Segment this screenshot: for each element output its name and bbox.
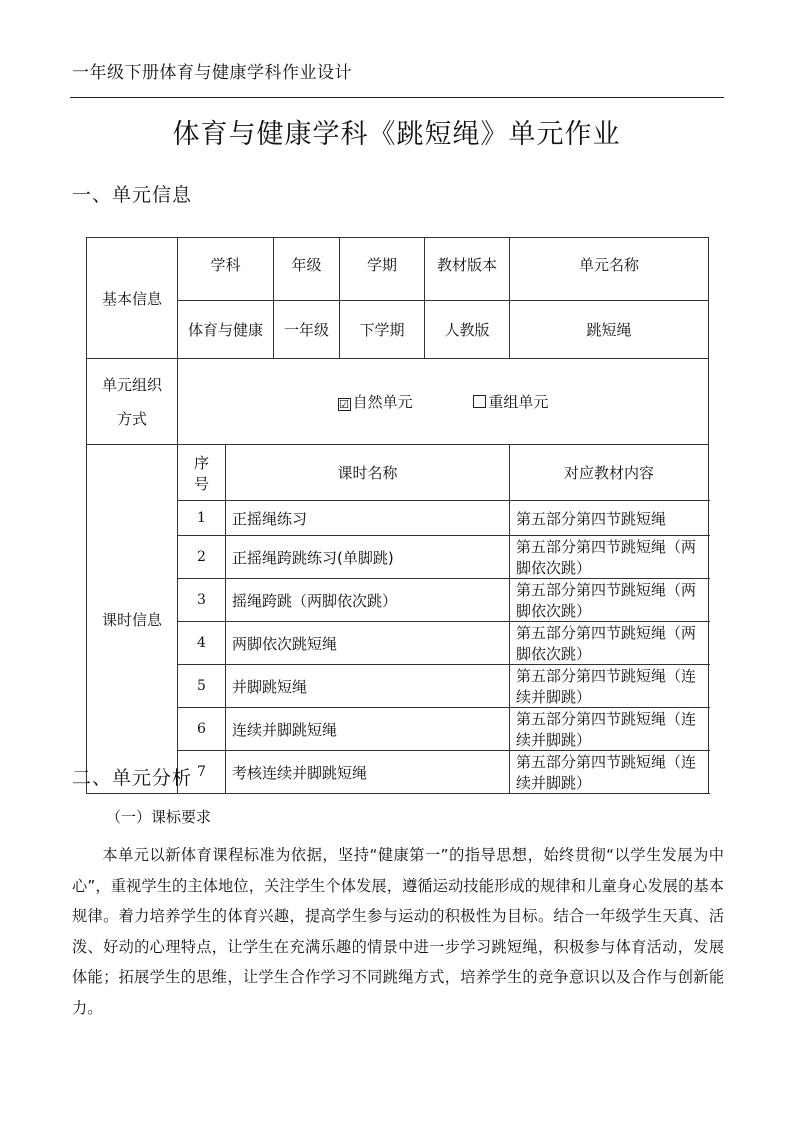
table-row <box>87 579 709 622</box>
row-textbook-content: 第五部分第四节跳短绳（连续并脚跳） <box>510 665 709 708</box>
header-textbook-content: 对应教材内容 <box>510 445 709 501</box>
row-lesson-name: 正摇绳跨跳练习(单脚跳) <box>226 536 510 579</box>
table-row <box>87 536 709 579</box>
value-unit-name: 跳短绳 <box>510 301 709 359</box>
value-semester: 下学期 <box>340 301 425 359</box>
empty-checkbox-icon <box>473 395 486 408</box>
option-regrouped-unit-label: 重组单元 <box>488 393 549 411</box>
option-natural-unit-label: 自然单元 <box>352 393 413 411</box>
row-seq: 5 <box>178 665 226 708</box>
organization-label-line1: 单元组织 <box>101 375 162 394</box>
unit-info-table <box>86 237 709 794</box>
section-heading-unit-info: 一、单元信息 <box>72 184 193 206</box>
checked-checkbox-icon: ☑ <box>339 398 350 411</box>
organization-label-line2: 方式 <box>116 409 147 428</box>
option-regrouped-unit <box>473 391 548 412</box>
row-lesson-name: 考核连续并脚跳短绳 <box>226 751 510 794</box>
header-subject: 学科 <box>178 238 274 301</box>
value-grade: 一年级 <box>274 301 340 359</box>
header-semester: 学期 <box>340 238 425 301</box>
body-paragraph: 本单元以新体育课程标准为依据，坚持“健康第一”的指导思想，始终贯彻“以学生发展为中心”，重视学生的主体地位，关注学生个体发展，遵循运动技能形成的规律和儿童身心发展的基本规律。着力培养学生的体育兴趣，提高学生参与运动的积极性为目标。结合一年级学生天真、活泼、好动的心理特点，让学生在充满乐趣的情景中进一步学习跳短绳，积极参与体育活动，发展体能；拓展学生的思维，让学生合作学习不同跳绳方式，培养学生的竞争意识以及合作与创新能力。 <box>72 846 724 1017</box>
header-unit-name: 单元名称 <box>510 238 709 301</box>
row-textbook-content: 第五部分第四节跳短绳（连续并脚跳） <box>510 708 709 751</box>
header-divider <box>70 97 724 98</box>
section-heading-unit-analysis: 二、单元分析 <box>72 767 193 789</box>
row-seq: 6 <box>178 708 226 751</box>
row-lesson-name: 摇绳跨跳（两脚依次跳） <box>226 579 510 622</box>
row-seq: 7 <box>178 751 226 794</box>
header-grade: 年级 <box>274 238 340 301</box>
row-lesson-name: 并脚跳短绳 <box>226 665 510 708</box>
page-header: 一年级下册体育与健康学科作业设计 <box>72 63 352 83</box>
header-seq <box>178 445 226 501</box>
basic-info-label: 基本信息 <box>87 238 178 359</box>
row-seq: 1 <box>178 501 226 536</box>
row-textbook-content: 第五部分第四节跳短绳 <box>510 501 709 536</box>
row-textbook-content: 第五部分第四节跳短绳（连续并脚跳） <box>510 751 709 794</box>
header-seq-line1: 序 <box>193 453 209 472</box>
organization-label <box>87 359 178 445</box>
lesson-info-label: 课时信息 <box>87 445 178 794</box>
option-natural-unit <box>338 391 413 412</box>
table-row <box>87 501 709 536</box>
value-subject: 体育与健康 <box>178 301 274 359</box>
table-row <box>87 665 709 708</box>
organization-options <box>178 359 709 445</box>
table-row <box>87 622 709 665</box>
row-textbook-content: 第五部分第四节跳短绳（两脚依次跳） <box>510 536 709 579</box>
document-title: 体育与健康学科《跳短绳》单元作业 <box>172 119 621 150</box>
row-lesson-name: 两脚依次跳短绳 <box>226 622 510 665</box>
row-seq: 4 <box>178 622 226 665</box>
header-lesson-name: 课时名称 <box>226 445 510 501</box>
row-lesson-name: 连续并脚跳短绳 <box>226 708 510 751</box>
value-textbook-edition: 人教版 <box>425 301 510 359</box>
row-lesson-name: 正摇绳练习 <box>226 501 510 536</box>
row-seq: 3 <box>178 579 226 622</box>
table-row <box>87 708 709 751</box>
row-textbook-content: 第五部分第四节跳短绳（两脚依次跳） <box>510 579 709 622</box>
row-textbook-content: 第五部分第四节跳短绳（两脚依次跳） <box>510 622 709 665</box>
header-seq-line2: 号 <box>193 474 209 493</box>
row-seq: 2 <box>178 536 226 579</box>
subheading-curriculum-requirements: （一）课标要求 <box>106 808 212 826</box>
header-textbook-edition: 教材版本 <box>425 238 510 301</box>
